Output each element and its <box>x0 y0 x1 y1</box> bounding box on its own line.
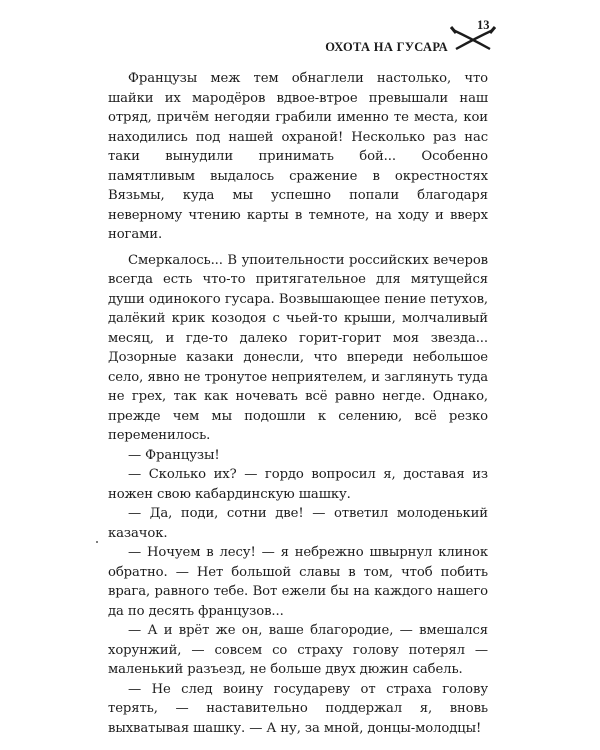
dialogue-line: — Не след воину государеву от страха голову терять, — наставительно поддержал я, вновь выхватывая шашку. — А ну, за мной, донцы-молодцы! <box>108 681 488 736</box>
print-speck <box>96 541 98 543</box>
dialogue-line: — А и врёт же он, ваше благородие, — вмешался хорунжий, — совсем со страху голову потерял — маленький разъезд, не больше двух дюжин сабель. <box>108 623 488 677</box>
dialogue-line: — Сколько их? — гордо вопросил я, доставая из ножен свою кабардинскую шашку. <box>108 467 488 502</box>
page-number: 13 <box>477 18 490 32</box>
dialogue-line: — Да, поди, сотни две! — ответил молоденький казачок. <box>108 506 488 541</box>
page-header <box>0 14 600 64</box>
dialogue-line: — Французы! <box>128 447 220 463</box>
paragraph: Смеркалось... В упоительности российских вечеров всегда есть что-то притягательное для мятущейся души одинокого гусара. Возвышающее пение петухов, далёкий крик козодоя с чьей-то крыши, молчаливый месяц, и где-то далеко горит-горит моя звезда... Дозорные казаки донесли, что впереди небольшое село, явно не тронутое неприятелем, и заглянуть туда не грех, так как ночевать всё равно негде. Однако, прежде чем мы подошли к селению, всё резко переменилось. <box>108 252 488 443</box>
running-title: ОХОТА НА ГУСАРА <box>325 40 448 54</box>
dialogue-line: — Ночуем в лесу! — я небрежно швырнул клинок обратно. — Нет большой славы в том, чтоб побить врага, равного тебе. Вот ежели бы на каждого нашего да по десять французов... <box>108 545 488 619</box>
body-text <box>108 69 488 738</box>
paragraph: Французы меж тем обнаглели настолько, что шайки их мародёров вдвое-втрое превышали наш отряд, причём негодяи грабили именно те места, кои находились под нашей охраной! Несколько раз нас таки вынудили принимать бой... Особенно памятливым выдалось сражение в окрестностях Вязьмы, куда мы успешно попали благодаря неверному чтению карты в темноте, на ходу и вверх ногами. <box>108 71 488 242</box>
